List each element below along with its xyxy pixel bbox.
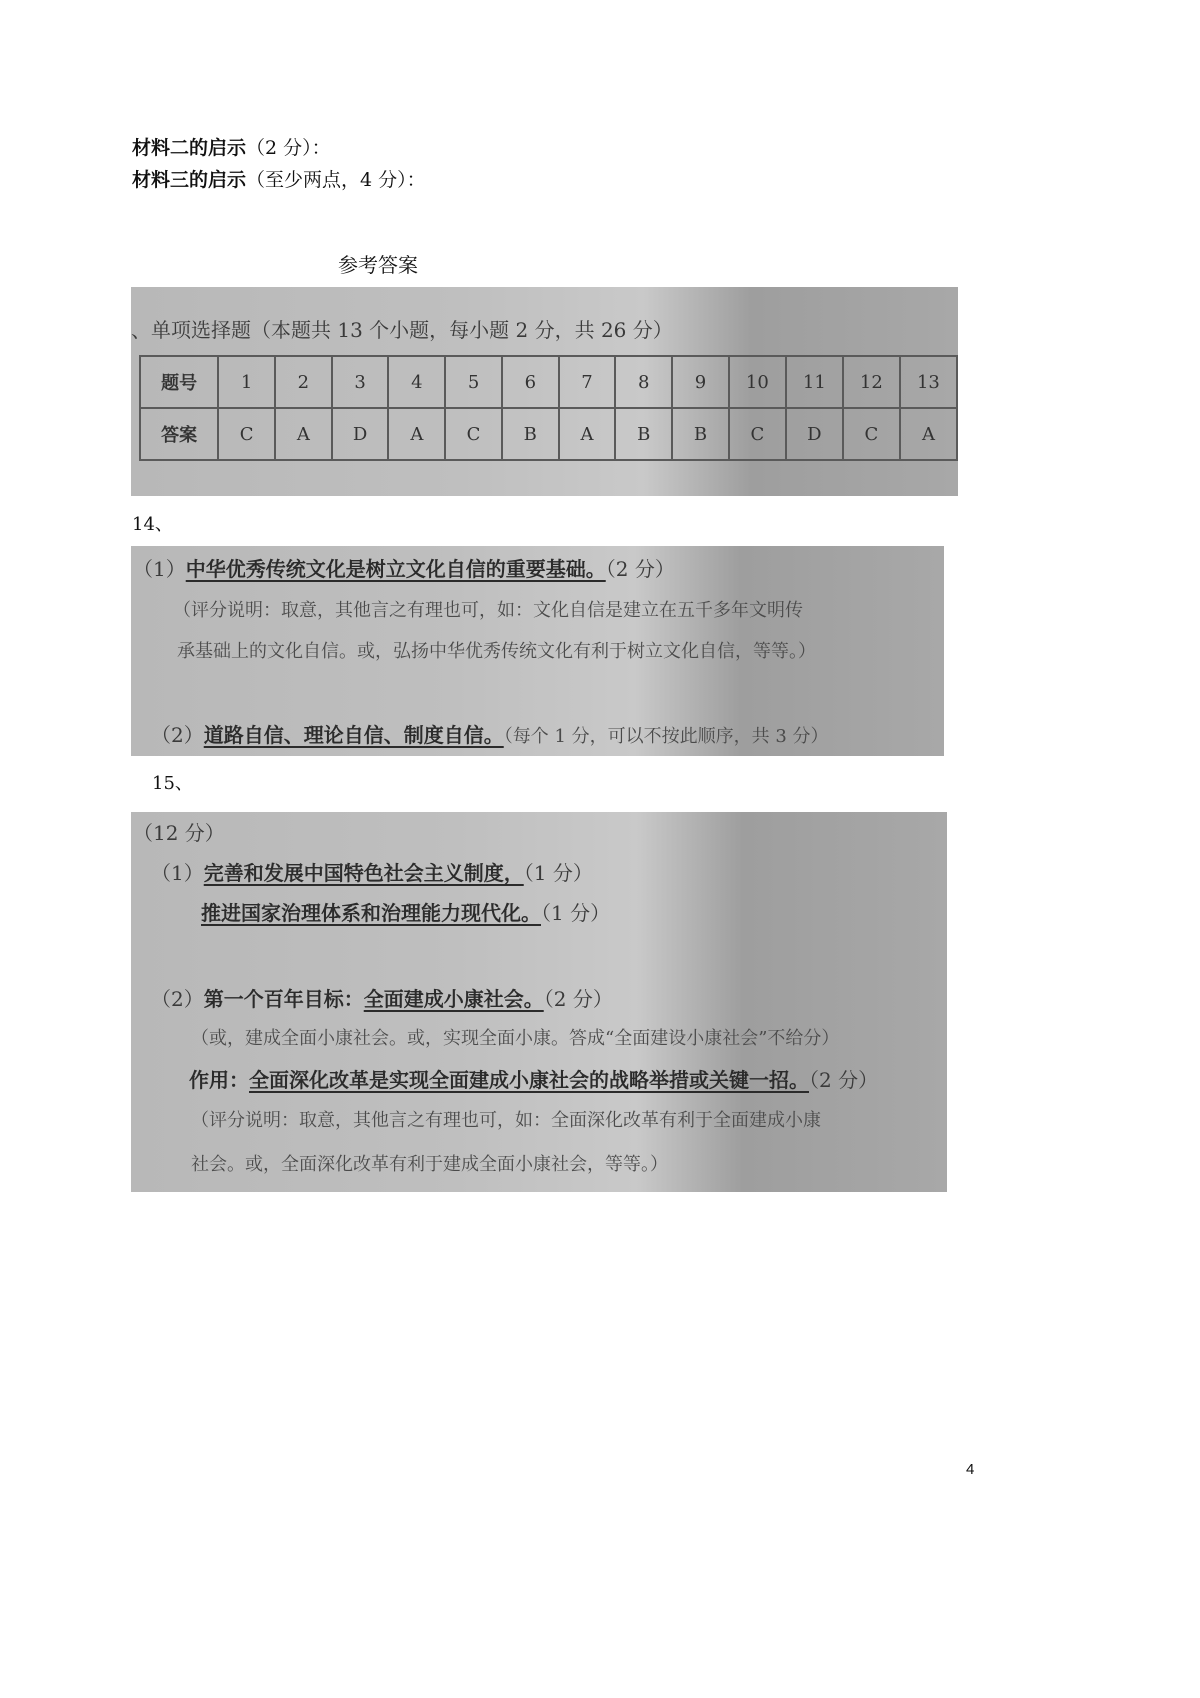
question-label: 材料三的启示: [132, 169, 247, 191]
table-cell: A: [388, 408, 445, 460]
row-label: 题号: [140, 356, 218, 408]
grading-note: 承基础上的文化自信。或，弘扬中华优秀传统文化有利于树立文化自信，等等。）: [177, 641, 816, 662]
answer-part-1: [151, 860, 593, 886]
part-prefix: （2）: [151, 723, 204, 747]
table-cell: D: [786, 408, 843, 460]
score-note: （每个 1 分，可以不按此顺序，共 3 分）: [503, 726, 829, 747]
table-cell: 4: [388, 356, 445, 408]
table-cell: B: [502, 408, 559, 460]
answer-key-text: 道路自信、理论自信、制度自信。: [203, 723, 504, 747]
table-cell: 11: [786, 356, 843, 408]
table-cell: D: [332, 408, 389, 460]
answer-key-text: 全面建成小康社会。: [363, 987, 544, 1011]
answer-key-text: 完善和发展中国特色社会主义制度，: [203, 861, 524, 885]
table-cell: A: [900, 408, 957, 460]
table-cell: 12: [843, 356, 900, 408]
table-cell: B: [615, 408, 672, 460]
answer-key-text: 中华优秀传统文化是树立文化自信的重要基础。: [185, 557, 606, 581]
table-cell: 3: [332, 356, 389, 408]
score-note: （1 分）: [541, 901, 611, 925]
grading-note: （评分说明：取意，其他言之有理也可，如：全面深化改革有利于全面建成小康: [191, 1110, 821, 1131]
score-note: （2 分）: [809, 1068, 879, 1092]
answer-label: 第一个百年目标：: [203, 987, 364, 1011]
table-cell: 8: [615, 356, 672, 408]
question-note: （至少两点，4 分）：: [246, 169, 426, 191]
table-cell: 6: [502, 356, 559, 408]
answer-part-1-b: [201, 900, 610, 926]
table-cell: 2: [275, 356, 332, 408]
table-cell: A: [275, 408, 332, 460]
answer-label: 作用：: [189, 1068, 249, 1092]
answer-part-1: [133, 556, 675, 582]
table-cell: 1: [218, 356, 275, 408]
table-row: [140, 356, 957, 408]
table-cell: C: [218, 408, 275, 460]
row-label: 答案: [140, 408, 218, 460]
part-prefix: （1）: [151, 861, 204, 885]
question-14-label: 14、: [132, 514, 173, 535]
answer-part-2: [151, 986, 613, 1012]
table-cell: 7: [559, 356, 616, 408]
part-prefix: （1）: [133, 557, 186, 581]
score-note: （2 分）: [543, 987, 613, 1011]
answer-part-2: [151, 722, 829, 750]
question-15-answer-panel: [131, 812, 947, 1192]
table-row: [140, 408, 957, 460]
grading-note: 社会。或，全面深化改革有利于建成全面小康社会，等等。）: [191, 1154, 668, 1175]
answer-title: 参考答案: [338, 253, 418, 277]
choice-answer-panel: [131, 287, 958, 496]
question-14-answer-panel: [131, 546, 944, 756]
table-cell: 10: [729, 356, 786, 408]
total-score: （12 分）: [133, 821, 225, 845]
table-cell: C: [729, 408, 786, 460]
grading-note: （或，建成全面小康社会。或，实现全面小康。答成“全面建设小康社会”不给分）: [191, 1028, 840, 1049]
question-label: 材料二的启示: [132, 137, 247, 159]
answer-key-text: 全面深化改革是实现全面建成小康社会的战略举措或关键一招。: [249, 1068, 809, 1092]
table-cell: B: [672, 408, 729, 460]
table-cell: C: [843, 408, 900, 460]
answer-table: [139, 355, 958, 461]
question-material-3: [132, 168, 426, 192]
table-cell: 13: [900, 356, 957, 408]
question-material-2: [132, 136, 331, 160]
page-number: 4: [966, 1461, 975, 1478]
table-cell: C: [445, 408, 502, 460]
table-cell: A: [559, 408, 616, 460]
table-cell: 9: [672, 356, 729, 408]
answer-part-3: [189, 1067, 878, 1093]
score-note: （1 分）: [523, 861, 593, 885]
answer-key-text: 推进国家治理体系和治理能力现代化。: [201, 901, 541, 925]
score-note: （2 分）: [605, 557, 675, 581]
question-15-label: 15、: [152, 773, 193, 794]
question-note: （2 分）：: [246, 137, 331, 159]
part-prefix: （2）: [151, 987, 204, 1011]
grading-note: （评分说明：取意，其他言之有理也可，如：文化自信是建立在五千多年文明传: [173, 600, 803, 621]
section-heading: 、单项选择题（本题共 13 个小题，每小题 2 分，共 26 分）: [131, 318, 673, 342]
table-cell: 5: [445, 356, 502, 408]
